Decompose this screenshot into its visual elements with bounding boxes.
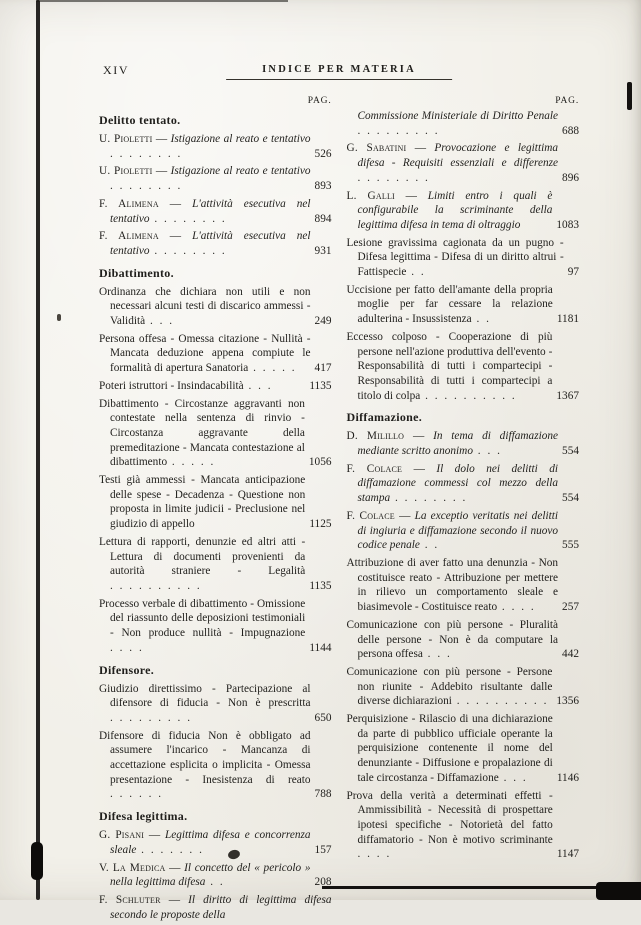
entry-page-number: 249 — [314, 315, 332, 328]
index-entry — [99, 285, 332, 329]
entry-title: Istigazione al reato e tentativo — [170, 165, 311, 178]
entry-text — [347, 556, 559, 615]
index-entry — [99, 332, 332, 376]
index-entry — [99, 197, 332, 226]
entry-page-number: 896 — [562, 171, 579, 184]
entry-text — [99, 682, 311, 726]
entry-title: Istigazione al reato e tentativo — [170, 133, 311, 145]
entry-title: Provocazione e legittima difesa - Requisiti essenziali e differenze — [357, 142, 559, 170]
entry-page-number: 526 — [314, 147, 332, 160]
entry-description: Poteri istruttori - Insindacabilità — [99, 379, 244, 392]
left-column — [99, 96, 332, 925]
index-entry — [99, 379, 332, 394]
entry-description: Commissione Ministeriale di Diritto Penale — [357, 110, 559, 122]
index-entry — [347, 109, 580, 138]
entry-title: La exceptio veritatis nei delitti di ingiuria e diffamazione secondo il nuovo codice penale — [357, 509, 559, 552]
author-name: L. Galli — [346, 189, 395, 202]
index-entry — [99, 861, 332, 890]
entry-page-number: 894 — [314, 212, 332, 225]
entry-page-number: 1056 — [308, 456, 332, 469]
author-name: F. Colace — [346, 462, 403, 475]
entry-text: F. Colace — Il dolo nei delitti di diffamazione commessi col mezzo della stampa . . . . . . . . — [346, 462, 559, 505]
entry-text — [347, 789, 553, 863]
dot-leader: . . . — [145, 315, 175, 328]
index-entry — [347, 556, 580, 615]
dot-leader: . . . . . — [248, 362, 297, 375]
entry-page-number: 1135 — [309, 379, 332, 392]
dot-leader: . . . . . . . . — [357, 171, 430, 184]
entry-description: Uccisione per fatto dell'amante della propria moglie per far cessare la relazione adulterina - Insussistenza — [346, 283, 553, 326]
entry-page-number: 1181 — [556, 313, 579, 326]
entry-description: Attribuzione di aver fatto una denunzia - Non costituisce reato - Attribuzione per mettere in rilievo un comportamento sleale e biasimevole - Costituisce reato — [346, 556, 559, 614]
author-name: G. Sabatini — [346, 142, 407, 155]
entry-text: F. Alimena — L'attività esecutiva nel tentativo . . . . . . . . — [99, 230, 311, 257]
author-name: V. La Medica — [99, 861, 166, 874]
index-entry — [99, 132, 332, 161]
entry-title: Legittima difesa e concorrenza sleale — [110, 829, 311, 856]
scan-corner-bottom-right — [596, 882, 641, 900]
entry-text: G. Sabatini — Provocazione e legittima difesa - Requisiti essenziali e differenze . . . . . . . . — [346, 142, 559, 184]
ink-mark-left-margin — [57, 314, 61, 321]
dot-leader: . . . . . . . — [136, 843, 204, 856]
entry-page-number: 650 — [314, 711, 332, 724]
entry-page-number: 417 — [314, 362, 332, 375]
page-column-label: PAG. — [307, 96, 332, 106]
index-entry — [99, 597, 332, 656]
entry-text — [347, 618, 559, 662]
entry-text: U. Pioletti — Istigazione al reato e tentativo . . . . . . . . — [99, 165, 311, 193]
entry-text — [347, 109, 559, 138]
dot-leader: . . . . . . . . . — [357, 124, 440, 137]
dot-leader: . . . . . . . . . . — [420, 389, 517, 402]
entry-title: Il dolo nei delitti di diffamazione commessi col mezzo della stampa — [357, 462, 559, 505]
dot-leader: . . . — [472, 445, 502, 458]
entry-title: Il diritto di legittima difesa secondo le proposte della — [110, 893, 332, 921]
dot-leader: . . — [419, 539, 440, 552]
entry-page-number: 788 — [314, 788, 332, 801]
section-heading: Diffamazione. — [346, 410, 423, 425]
entry-description: Prova della verità a determinati effetti - Ammissibilità - Necessità di prospettare ipotesi specifiche - Notorietà del fatto diffamatorio - Non è motivo scriminante — [346, 789, 553, 846]
entry-text — [99, 397, 305, 471]
entry-text — [99, 473, 305, 532]
dot-leader: . . . . . . . . . — [110, 711, 193, 724]
entry-text: F. Colace — La exceptio veritatis nei delitti di ingiuria e diffamazione secondo il nuovo codice penale . . — [346, 509, 559, 552]
entry-page-number: 688 — [562, 124, 579, 137]
index-entry — [347, 141, 580, 185]
entry-page-number: 1367 — [556, 389, 579, 402]
entry-description: Eccesso colposo - Cooperazione di più persone nell'azione produttiva dell'evento - Responsabilità di tutti i compartecipi - Responsabilità di tutti i compartecipi a titolo di colpa — [346, 330, 553, 402]
index-entry — [347, 665, 580, 709]
author-name: U. Pioletti — [99, 133, 153, 145]
entry-description: Comunicazione con più persone - Pluralità delle persone - Non è da computare la persona offesa — [346, 618, 559, 661]
dot-leader: . . — [406, 266, 426, 279]
page-content — [99, 60, 579, 925]
entry-description: Testi già ammessi - Mancata anticipazione delle spese - Decadenza - Questione non proposta in limite judicii - Preclusione nel giudizio di appello — [99, 474, 306, 531]
entry-page-number: 1356 — [556, 695, 579, 708]
dot-leader: . . . . . . . . . . — [110, 579, 202, 592]
dot-leader: . . . . . . . . . . — [451, 695, 549, 708]
author-name: F. Colace — [346, 509, 395, 522]
entry-page-number: 157 — [314, 843, 332, 856]
entry-description: Processo verbale di dibattimento - Omissione del riassunto delle deposizioni testimoniali - Non produce nullità - Impugnazione — [99, 597, 306, 640]
index-entry — [347, 189, 580, 233]
index-entry — [347, 330, 580, 404]
scan-edge-top-line — [36, 0, 288, 2]
dot-leader: . . . . . . . . — [149, 212, 227, 225]
index-entry — [347, 712, 580, 786]
entry-page-number: 1083 — [556, 218, 579, 231]
entry-title: L'attività esecutiva nel tentativo — [110, 230, 311, 257]
index-entry — [347, 283, 580, 327]
entry-text — [347, 712, 553, 786]
entry-description: Dibattimento - Circostanze aggravanti non contestate nella sentenza di rinvio - Circostanza aggravante della premeditazione - Mancata contestazione al dibattimento — [99, 397, 305, 469]
entry-page-number: 555 — [562, 539, 579, 552]
entry-page-number: 1146 — [556, 771, 579, 784]
author-name: F. Alimena — [99, 230, 159, 243]
entry-text: F. Alimena — L'attività esecutiva nel tentativo . . . . . . . . — [99, 197, 311, 225]
author-name: G. Pisani — [99, 829, 145, 842]
entry-text: F. Schluter — Il diritto di legittima difesa secondo le proposte della — [99, 893, 332, 921]
entry-text — [99, 332, 311, 376]
entry-page-number: 554 — [562, 445, 579, 458]
entry-description: Ordinanza che dichiara non utili e non necessari alcuni testi di discarico ammessi - Validità — [99, 285, 311, 328]
dot-leader: . . . — [498, 771, 528, 784]
index-entry — [99, 682, 332, 726]
entry-page-number: 1125 — [309, 518, 332, 531]
entry-text: U. Pioletti — Istigazione al reato e tentativo . . . . . . . . — [99, 133, 311, 160]
entry-text: G. Pisani — Legittima difesa e concorrenza sleale . . . . . . . — [99, 829, 311, 856]
index-entry — [99, 473, 332, 532]
entry-title: Il concetto del « pericolo » nella legittima difesa — [110, 861, 311, 889]
entry-text — [99, 285, 311, 329]
dot-leader: . . . . — [497, 601, 536, 614]
entry-page-number: 442 — [562, 648, 579, 661]
dot-leader: . . . . . . . . — [110, 180, 183, 193]
entry-page-number: 257 — [562, 601, 579, 614]
entry-text — [99, 597, 305, 656]
dot-leader: . . . — [422, 648, 452, 661]
entry-text: D. Milillo — In tema di diffamazione mediante scritto anonimo . . . — [346, 430, 559, 458]
entry-page-number: 1144 — [309, 641, 332, 654]
index-entry — [347, 429, 580, 458]
entry-page-number: 97 — [567, 266, 579, 279]
entry-text — [99, 379, 305, 394]
index-entry — [99, 229, 332, 258]
author-name: D. Milillo — [346, 430, 405, 443]
entry-text — [99, 535, 305, 594]
dot-leader: . . — [205, 876, 225, 889]
index-entry — [99, 729, 332, 803]
entry-page-number: 931 — [314, 244, 332, 257]
index-entry — [99, 893, 332, 922]
entry-title: L'attività esecutiva nel tentativo — [110, 197, 311, 225]
section-heading: Dibattimento. — [99, 265, 174, 280]
author-name: U. Pioletti — [99, 165, 153, 178]
dot-leader: . . . . . . . . — [149, 244, 227, 257]
entry-text — [99, 729, 311, 803]
entry-description: Giudizio direttissimo - Partecipazione al difensore di fiducia - Non è prescritta — [99, 682, 311, 710]
author-name: F. Schluter — [99, 893, 161, 906]
index-entry — [99, 828, 332, 857]
index-entry — [99, 535, 332, 594]
entry-description: Difensore di fiducia Non è obbligato ad assumere l'incarico - Mancanza di accettazione esplicita o implicita - Omessa presentazione - Inesistenza di reato — [99, 729, 311, 786]
scan-blob-bottom-left — [31, 842, 43, 880]
entry-description: Persona offesa - Omessa citazione - Nullità - Mancata deduzione appena compiute le formalità di apertura Sanatoria — [99, 332, 311, 375]
entry-description: Lesione gravissima cagionata da un pugno - Difesa legittima - Difesa di un diritto altrui - Fattispecie — [346, 236, 564, 279]
entry-description: Perquisizione - Rilascio di una dichiarazione da parte di pubblico ufficiale operante la perquisizione contenente il nome del denunziante - Diffusione e propalazione di tale circostanza - Diffamazione — [346, 713, 553, 784]
page-column-label: PAG. — [555, 96, 579, 106]
section-heading: Delitto tentato. — [99, 113, 181, 127]
right-column — [347, 96, 580, 925]
entry-title: Limiti entro i quali è configurabile la scriminante della legittima difesa in tema di oltraggio — [357, 189, 553, 231]
entry-description: Lettura di rapporti, denunzie ed altri atti - Lettura di documenti provenienti da autorità straniere - Legalità — [99, 535, 306, 578]
entry-page-number: 893 — [314, 180, 332, 193]
dot-leader: . . . . . . . . — [110, 147, 183, 160]
entry-page-number: 554 — [562, 492, 579, 505]
scan-edge-left-line — [36, 0, 40, 900]
section-heading: Difesa legittima. — [99, 809, 188, 824]
dot-leader: . . — [471, 313, 491, 326]
index-entry — [99, 397, 332, 471]
index-entry — [347, 462, 580, 506]
entry-text — [347, 330, 553, 404]
index-entry — [347, 236, 580, 280]
dot-leader: . . . — [243, 379, 273, 392]
dot-leader: . . . . — [357, 848, 392, 861]
entry-page-number: 1135 — [309, 579, 332, 592]
entry-page-number: 1147 — [556, 848, 579, 861]
dot-leader: . . . . . . — [110, 788, 164, 801]
dot-leader: . . . . — [110, 641, 144, 654]
page-title: INDICE PER MATERIA — [226, 64, 452, 80]
index-columns — [99, 96, 579, 925]
entry-text: L. Galli — Limiti entro i quali è configurabile la scriminante della legittima difesa in tema di oltraggio — [346, 189, 553, 231]
entry-title: In tema di diffamazione mediante scritto anonimo — [357, 430, 559, 458]
index-entry — [99, 164, 332, 193]
entry-text: V. La Medica — Il concetto del « pericolo » nella legittima difesa . . — [99, 861, 311, 889]
index-entry — [347, 789, 580, 863]
index-entry — [347, 618, 580, 662]
entry-text — [347, 236, 564, 280]
dot-leader: . . . . . . . . — [390, 492, 468, 505]
dot-leader: . . . . . — [167, 456, 216, 469]
page-header — [99, 60, 579, 90]
scan-mark-right-edge — [627, 82, 632, 110]
index-entry — [347, 509, 580, 553]
entry-text — [347, 283, 553, 327]
entry-page-number: 208 — [314, 876, 332, 889]
author-name: F. Alimena — [99, 197, 159, 210]
entry-text — [347, 665, 553, 709]
entry-description: Comunicazione con più persone - Persone non riunite - Addebito risultante dalle diverse dichiarazioni — [346, 665, 553, 708]
page-number: XIV — [103, 63, 130, 77]
section-heading: Difensore. — [99, 662, 155, 677]
